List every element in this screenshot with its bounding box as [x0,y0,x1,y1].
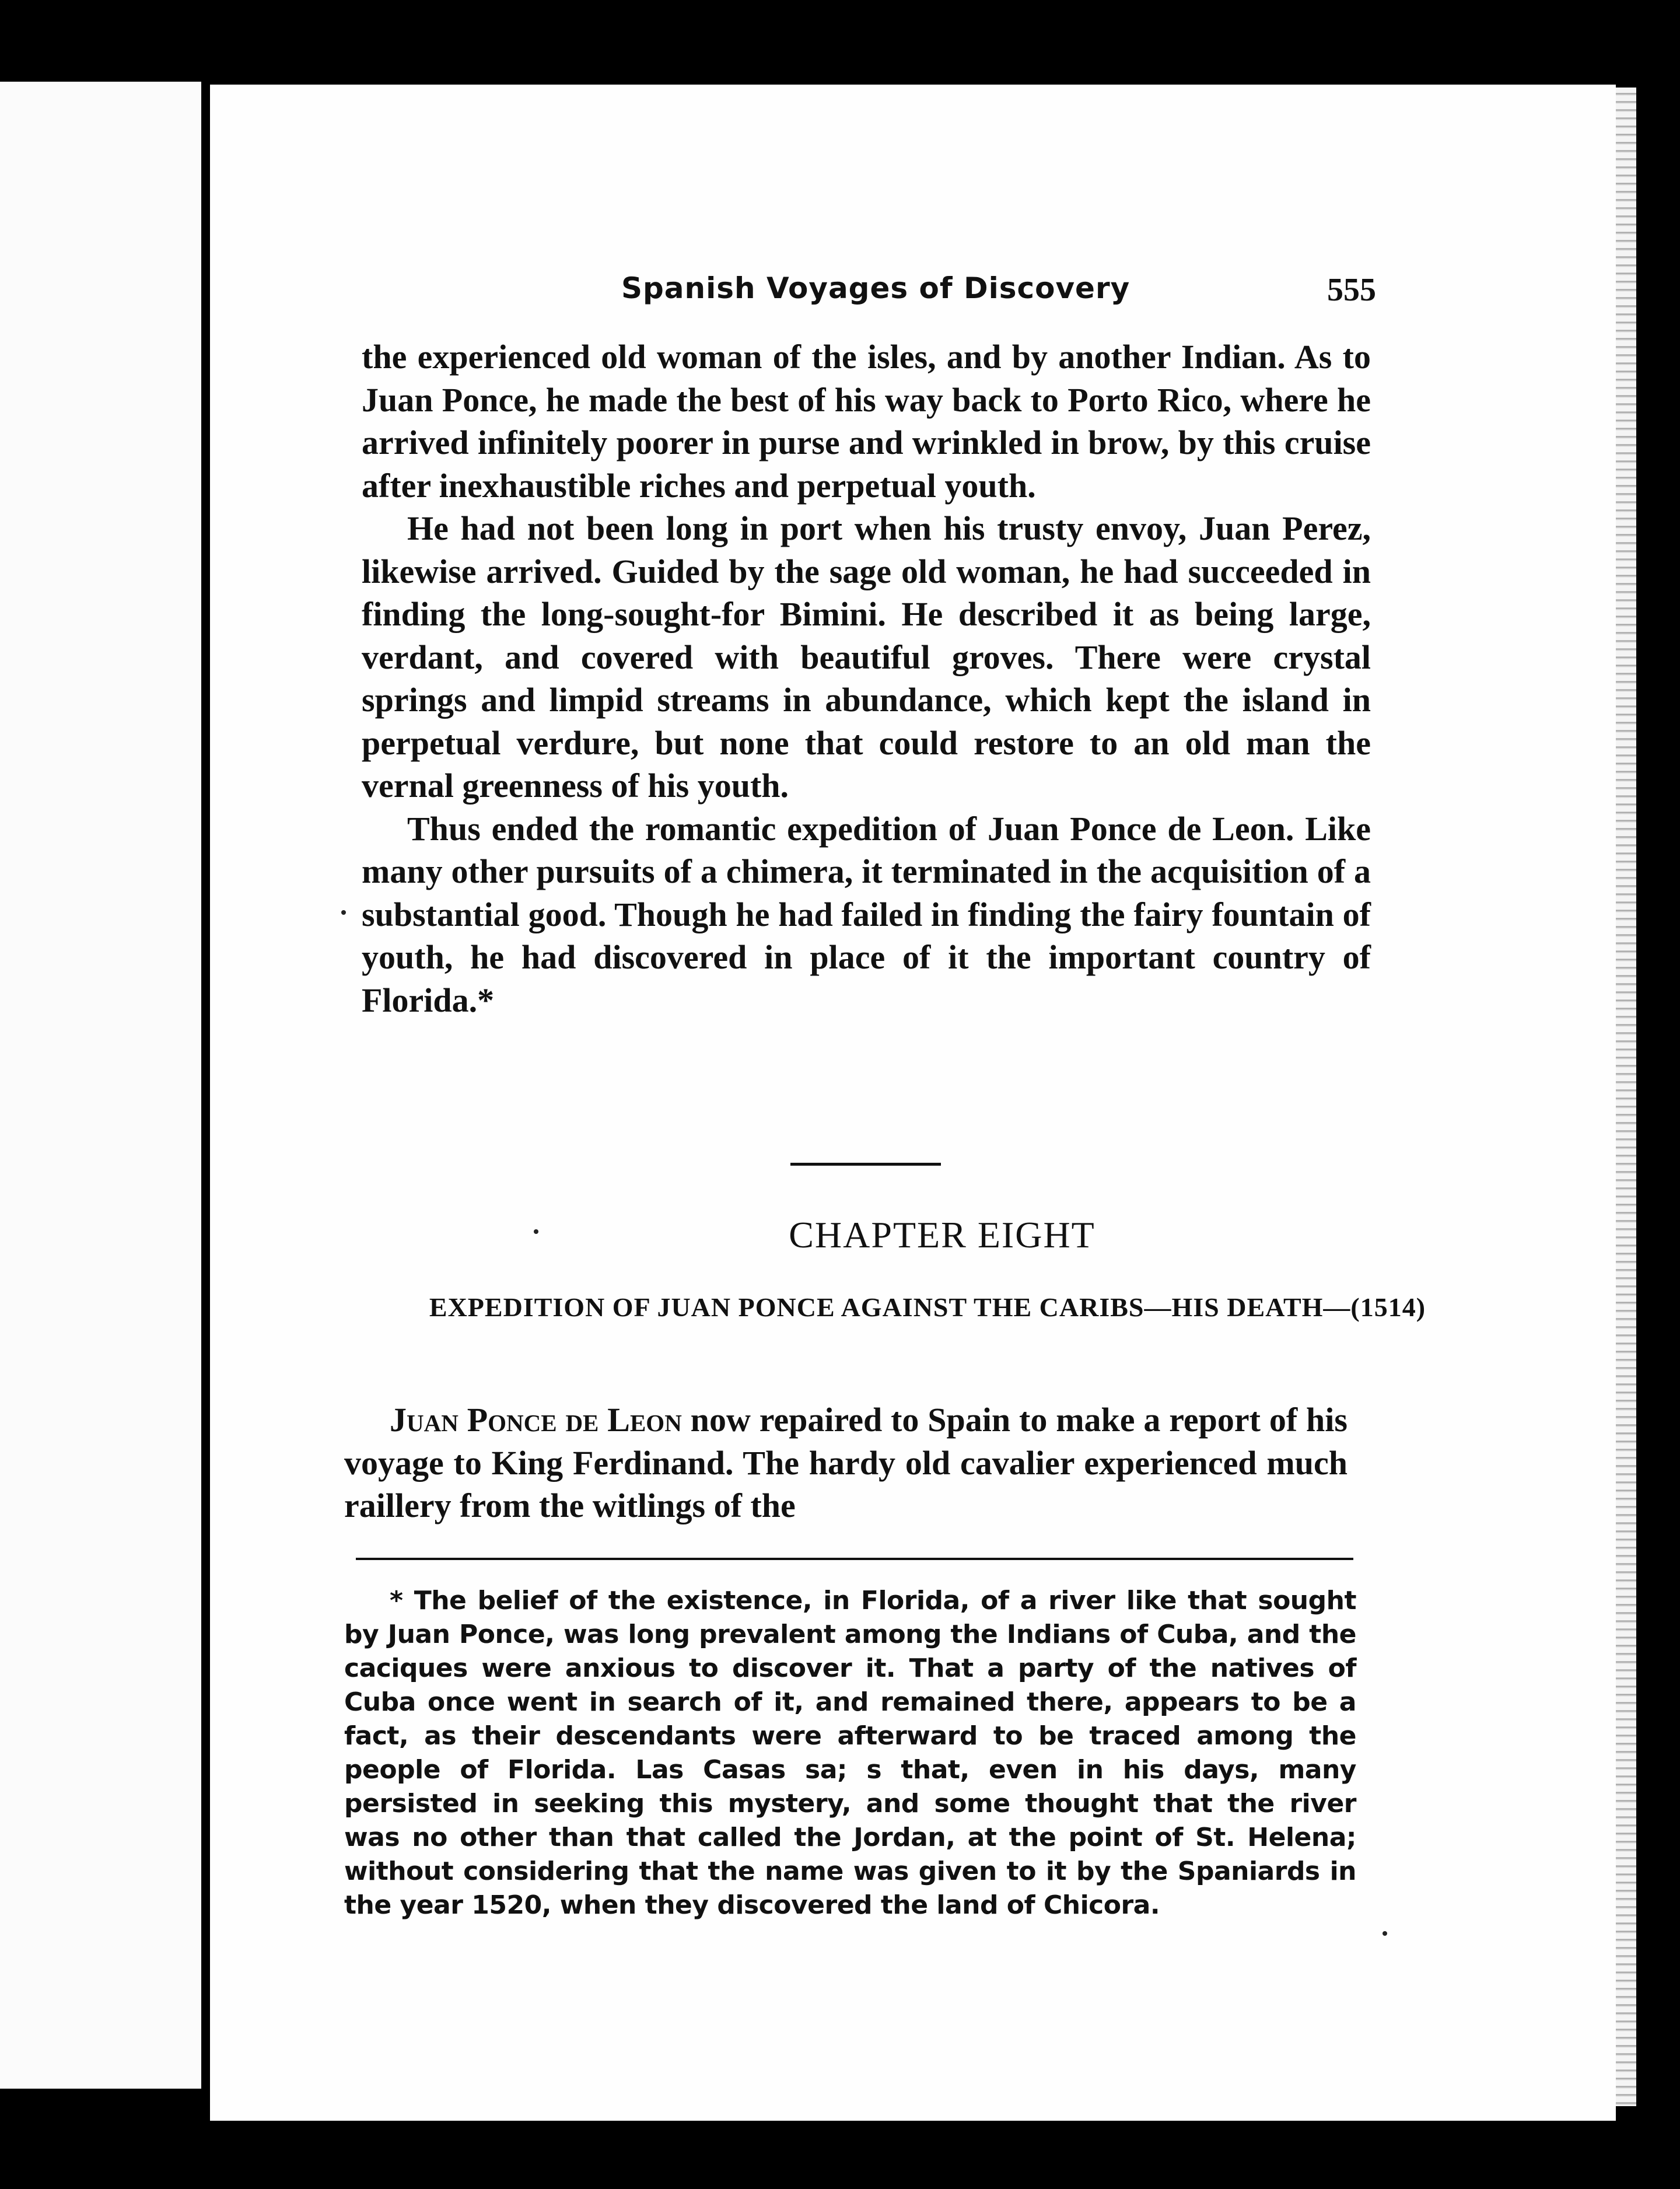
chapter-subtitle: EXPEDITION OF JUAN PONCE AGAINST THE CARIBS—HIS DEATH—(1514) [429,1292,1426,1322]
page-number: 555 [1327,272,1376,308]
footnote-divider [356,1558,1353,1560]
chapter-lead-in: Juan Ponce de Leon [390,1401,682,1439]
page-header [210,271,1616,318]
print-speck [341,910,346,915]
page-stack-edge [1613,88,1636,2106]
chapter-title: CHAPTER EIGHT [789,1214,1096,1256]
footnote [344,1584,1356,1922]
print-speck [534,1229,538,1234]
previous-page-edge [0,82,201,2089]
paragraph-1: the experienced old woman of the isles, and by another Indian. As to Juan Ponce, he made the best of his way back to Porto Rico, where he arrived infinitely poorer in purse and wrinkled in brow, by this cruise after inexhaustible riches and perpetual youth. [362,338,1371,505]
paragraph-3: Thus ended the romantic expedition of Juan Ponce de Leon. Like many other pursuits of a chimera, it terminated in the acquisition of a substantial good. Though he had failed in finding the fairy fountain of youth, he had discovered in place of it the important country of Florida.* [362,809,1371,1019]
running-title: Spanish Voyages of Discovery [621,271,1130,305]
chapter-paragraph [344,1398,1348,1527]
footnote-text: * The belief of the existence, in Florida, of a river like that sought by Juan Ponce, was long prevalent among the Indians of Cuba, and the caciques were anxious to discover it. That a party of the natives of Cuba once went in search of it, and remained there, appears to be a fact, as their descendants were afterward to be traced among the people of Florida. Las Casas sa; s that, even in his days, many persisted in seeking this mystery, and some thought that the river was no other than that called the Jordan, at the point of St. Helena; without considering that the name was given to it by the Spaniards in the year 1520, when they discovered the land of Chicora. [344,1586,1356,1920]
paragraph-2: He had not been long in port when his trusty envoy, Juan Perez, likewise arrived. Guided by the sage old woman, he had succeeded in finding the long-sought-for Bimini. He described it as being large, verdant, and covered with beautiful groves. There were crystal springs and limpid streams in abundance, which kept the island in perpetual verdure, but none that could restore to an old man the vernal greenness of his youth. [362,509,1371,805]
chapter-opening-text [344,1398,1348,1527]
book-page [210,85,1616,2121]
chapter-paragraph-text: now repaired to Spain to make a report of his voyage to King Ferdinand. The hardy old cavalier experienced much raillery from the witlings of the [344,1401,1348,1524]
section-divider [790,1163,941,1166]
body-text [362,335,1371,1022]
print-speck [1382,1931,1387,1936]
